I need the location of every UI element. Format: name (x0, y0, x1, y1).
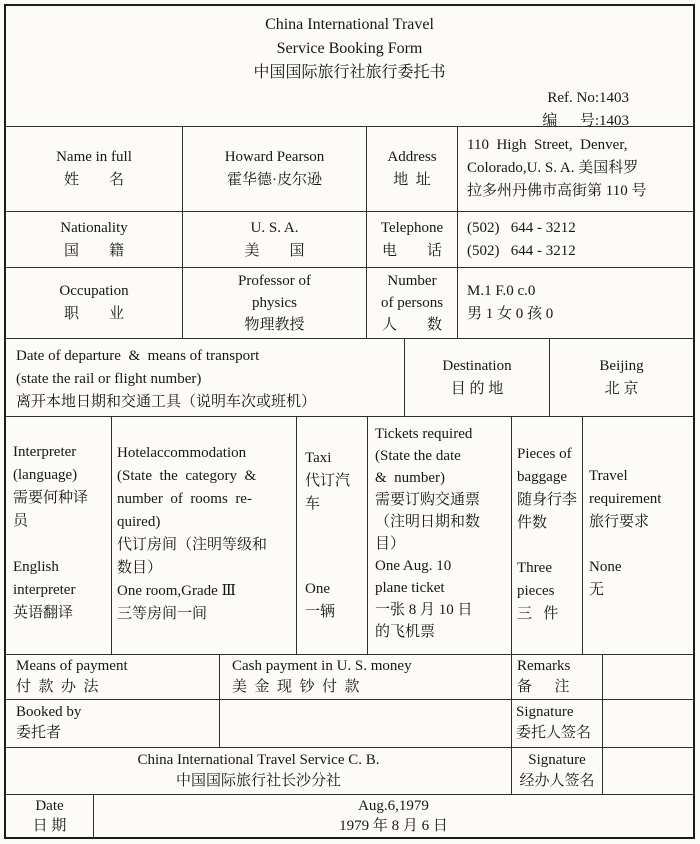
destination-value-cell (550, 339, 693, 417)
date-value-cell (94, 795, 693, 837)
payment-value-cell (220, 655, 512, 700)
taxi-line1: Taxi (305, 450, 332, 466)
interpreter-cell (6, 417, 112, 655)
address-value-line2: Colorado,U. S. A. 美国科罗 (467, 160, 639, 176)
form-title-en-line1: China International Travel (265, 16, 434, 33)
client-signature-value-cell (603, 700, 693, 748)
ref-number-en: Ref. No:1403 (547, 90, 629, 106)
occupation-value-line1: Professor of (238, 273, 311, 289)
travel-req-line2: requirement (589, 491, 662, 507)
telephone-label-cell (367, 212, 458, 268)
hotel-line3: number of rooms re- (117, 491, 252, 507)
nationality-label-en: Nationality (60, 219, 128, 236)
agency-cell (6, 748, 512, 795)
travel-req-value1: None (589, 559, 622, 575)
hotel-cell (112, 417, 297, 655)
interpreter-value3: 英语翻译 (13, 605, 74, 621)
interpreter-line3: 需要何种译 (13, 490, 89, 506)
departure-cell (6, 339, 405, 417)
interpreter-line2: (language) (13, 467, 78, 483)
hotel-line4: quired) (117, 514, 161, 530)
persons-label-line3: 人 数 (381, 317, 442, 333)
nationality-value-en: U. S. A. (250, 219, 299, 236)
address-value-line1: 110 High Street, Denver, (467, 137, 628, 153)
destination-label-zh: 目 的 地 (450, 380, 504, 397)
booked-by-value-cell (220, 700, 512, 748)
destination-value-en: Beijing (599, 357, 644, 374)
hotel-line2: (State the category & (117, 468, 257, 484)
tickets-line6: 目） (375, 536, 406, 552)
occupation-label-en: Occupation (59, 283, 129, 299)
occupation-value-cell (183, 268, 367, 339)
interpreter-line4: 员 (13, 513, 29, 529)
nationality-value-cell (183, 212, 367, 268)
persons-value-line2: 男 1 女 0 孩 0 (467, 306, 554, 322)
interpreter-value2: interpreter (13, 582, 76, 598)
agency-name-en: China International Travel Service C. B. (137, 752, 380, 768)
tickets-line1: Tickets required (375, 426, 473, 442)
remarks-label-zh: 备 注 (517, 679, 570, 695)
persons-value-line1: M.1 F.0 c.0 (467, 283, 536, 299)
baggage-cell (512, 417, 583, 655)
destination-label-cell (405, 339, 550, 417)
agent-signature-en: Signature (528, 752, 586, 768)
tickets-line4: 需要订购交通票 (375, 492, 481, 508)
agent-signature-label-cell (512, 748, 603, 795)
date-label-zh: 日 期 (32, 818, 67, 834)
date-value-en: Aug.6,1979 (358, 798, 429, 814)
tickets-line2: (State the date (375, 448, 461, 464)
taxi-line3: 车 (305, 496, 321, 512)
tickets-value4: 的飞机票 (375, 624, 436, 640)
client-signature-label-cell (512, 700, 603, 748)
remarks-label-en: Remarks (517, 658, 571, 674)
telephone-label-en: Telephone (380, 219, 444, 236)
nationality-label-cell (6, 212, 183, 268)
date-value-zh: 1979 年 8 月 6 日 (339, 818, 448, 834)
persons-value-cell (458, 268, 693, 339)
baggage-value1: Three (517, 560, 552, 576)
address-label-en: Address (387, 149, 437, 165)
address-value-line3: 拉多州丹佛市高街第 110 号 (467, 183, 647, 199)
hotel-line6: 数目） (117, 560, 163, 576)
agent-signature-zh: 经办人签名 (519, 773, 595, 789)
travel-requirement-cell (583, 417, 693, 655)
occupation-label-zh: 职 业 (63, 306, 124, 322)
telephone-value-line1: (502) 644 - 3212 (467, 219, 576, 236)
booked-by-label-en: Booked by (16, 704, 82, 720)
tickets-value3: 一张 8 月 10 日 (375, 602, 473, 618)
payment-value-en: Cash payment in U. S. money (232, 658, 412, 674)
date-label-en: Date (35, 798, 64, 814)
name-value-zh: 霍华德·皮尔逊 (227, 172, 322, 188)
form-header-cell (6, 6, 693, 127)
tickets-value2: plane ticket (375, 580, 445, 596)
agency-name-zh: 中国国际旅行社长沙分社 (175, 773, 341, 789)
occupation-value-line3: 物理教授 (244, 317, 305, 333)
telephone-label-zh: 电 话 (381, 242, 442, 259)
payment-label-zh: 付 款 办 法 (16, 679, 99, 695)
hotel-value2: 三等房间一间 (117, 606, 208, 622)
baggage-line3: 随身行李 (517, 492, 578, 508)
interpreter-line1: Interpreter (13, 444, 77, 460)
date-label-cell (6, 795, 94, 837)
client-signature-zh: 委托人签名 (516, 725, 592, 741)
baggage-value2: pieces (517, 583, 555, 599)
tickets-line5: （注明日期和数 (375, 514, 481, 530)
taxi-value1: One (305, 581, 330, 597)
address-value-cell (458, 127, 693, 212)
booked-by-cell (6, 700, 220, 748)
destination-value-zh: 北 京 (604, 380, 639, 397)
hotel-line5: 代订房间（注明等级和 (117, 537, 268, 553)
telephone-value-line2: (502) 644 - 3212 (467, 242, 576, 259)
name-label-en: Name in full (56, 149, 132, 165)
departure-line1: Date of departure & means of transport (16, 348, 260, 364)
taxi-line2: 代订汽 (305, 473, 351, 489)
persons-label-cell (367, 268, 458, 339)
travel-req-value2: 无 (589, 582, 605, 598)
travel-req-line3: 旅行要求 (589, 514, 650, 530)
payment-value-zh: 美 金 现 钞 付 款 (232, 679, 360, 695)
baggage-value3: 三 件 (517, 606, 559, 622)
persons-label-line1: Number (387, 273, 437, 289)
destination-label-en: Destination (442, 357, 512, 374)
remarks-label-cell (512, 655, 603, 700)
hotel-line1: Hotelaccommodation (117, 445, 247, 461)
payment-label-cell (6, 655, 220, 700)
form-title-zh: 中国国际旅行社旅行委托书 (253, 64, 446, 81)
departure-line3: 离开本地日期和交通工具（说明车次或班机） (16, 394, 317, 410)
departure-line2: (state the rail or flight number) (16, 371, 202, 387)
name-value-cell (183, 127, 367, 212)
ref-number-zh: 编 号:1403 (542, 113, 629, 127)
taxi-cell (297, 417, 368, 655)
baggage-line2: baggage (517, 469, 567, 485)
nationality-value-zh: 美 国 (244, 242, 305, 259)
name-label-zh: 姓 名 (63, 172, 124, 188)
travel-req-line1: Travel (589, 468, 628, 484)
hotel-value1: One room,Grade Ⅲ (117, 583, 237, 599)
tickets-value1: One Aug. 10 (375, 558, 452, 574)
form-title-en-line2: Service Booking Form (276, 40, 423, 57)
taxi-value2: 一辆 (305, 604, 336, 620)
address-label-cell (367, 127, 458, 212)
nationality-label-zh: 国 籍 (63, 242, 124, 259)
address-label-zh: 地 址 (393, 172, 431, 188)
telephone-value-cell (458, 212, 693, 268)
client-signature-en: Signature (516, 704, 574, 720)
occupation-value-line2: physics (252, 295, 297, 311)
occupation-label-cell (6, 268, 183, 339)
persons-label-line2: of persons (380, 295, 444, 311)
tickets-cell (368, 417, 512, 655)
agent-signature-value-cell (603, 748, 693, 795)
baggage-line4: 件数 (517, 515, 548, 531)
tickets-line3: & number) (375, 470, 445, 486)
booking-form-table (4, 4, 695, 839)
name-label-cell (6, 127, 183, 212)
payment-label-en: Means of payment (16, 658, 128, 674)
baggage-line1: Pieces of (517, 446, 572, 462)
booked-by-label-zh: 委托者 (16, 725, 62, 741)
interpreter-value1: English (13, 559, 59, 575)
name-value-en: Howard Pearson (224, 149, 325, 165)
remarks-value-cell (603, 655, 693, 700)
